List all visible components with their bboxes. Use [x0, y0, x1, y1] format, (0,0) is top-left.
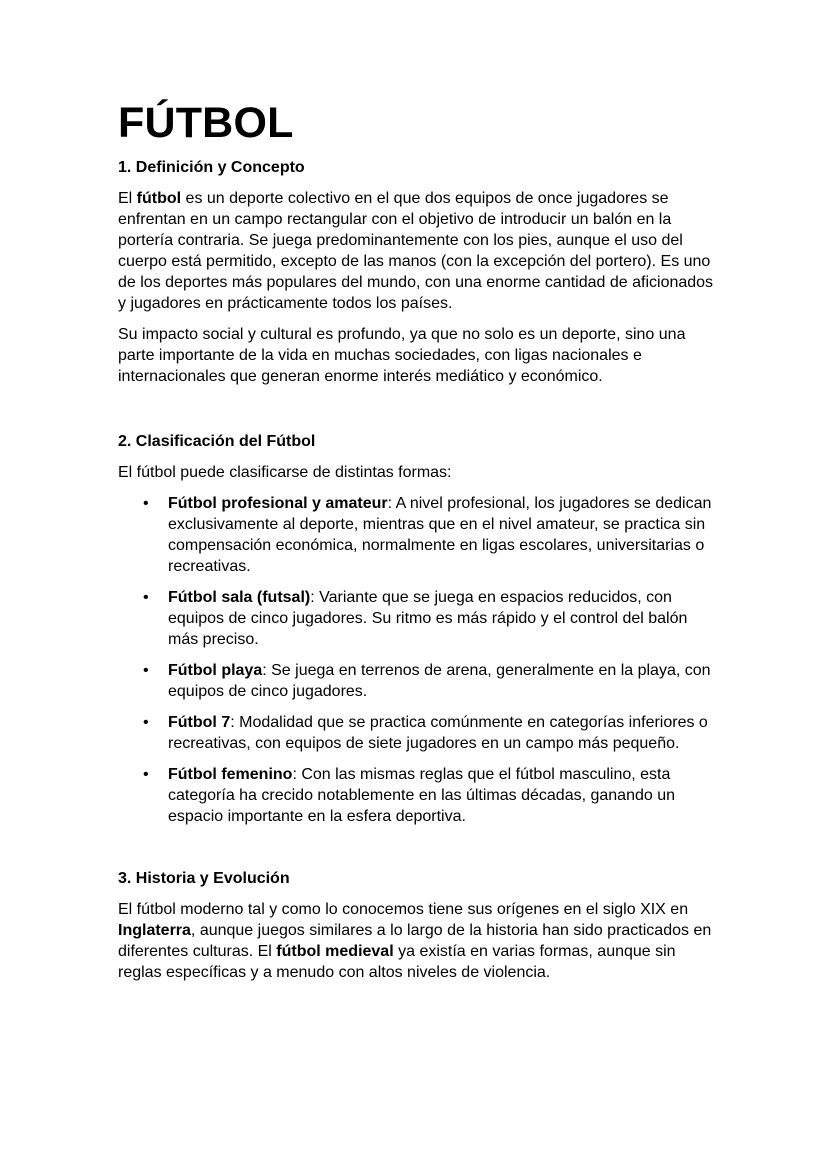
- bold-term: fútbol medieval: [276, 943, 394, 960]
- text-span: : Se juega en terrenos de arena, generalmente en la playa, con equipos de cinco jugadores.: [168, 662, 711, 700]
- bold-term: fútbol: [136, 190, 182, 207]
- bold-term: Fútbol femenino: [168, 766, 293, 783]
- bullet-list: [118, 493, 718, 827]
- paragraph: [118, 899, 718, 983]
- paragraph: El fútbol puede clasificarse de distintas formas:: [118, 464, 452, 481]
- bold-term: Inglaterra: [118, 922, 191, 939]
- section-heading: 3. Historia y Evolución: [118, 870, 290, 887]
- section-heading: 2. Clasificación del Fútbol: [118, 433, 316, 450]
- text-span: , aunque juegos similares a lo largo de la historia han sido practicados en diferentes culturas. El: [118, 922, 712, 960]
- bold-term: Fútbol sala (futsal): [168, 589, 311, 606]
- section-heading: 1. Definición y Concepto: [118, 159, 305, 176]
- bullet-icon: •: [143, 714, 149, 731]
- paragraph: Su impacto social y cultural es profundo, ya que no solo es un deporte, sino una parte importante de la vida en muchas sociedades, con ligas nacionales e internacionales que generan enorme interés mediático y económico.: [118, 326, 686, 385]
- bullet-icon: •: [143, 766, 149, 783]
- text-span: El fútbol moderno tal y como lo conocemos tiene sus orígenes en el siglo XIX en: [118, 901, 689, 918]
- list-item: [118, 764, 718, 827]
- section-spacer: [118, 837, 718, 869]
- bold-term: Fútbol profesional y amateur: [168, 495, 388, 512]
- paragraph: [118, 188, 718, 314]
- text-span: El: [118, 190, 137, 207]
- bold-term: Fútbol 7: [168, 714, 231, 731]
- list-item: [118, 660, 718, 702]
- document-title: FÚTBOL: [118, 99, 294, 147]
- text-span: : Variante que se juega en espacios reducidos, con equipos de cinco jugadores. Su ritmo es más rápido y el control del balón más preciso.: [168, 589, 688, 648]
- text-span: es un deporte colectivo en el que dos equipos de once jugadores se enfrentan en un campo rectangular con el objetivo de introducir un balón en la portería contraria. Se juega predominantemente con los pies, aunque el uso del cuerpo está permitido, excepto de las manos (con la excepción del portero). Es uno de los deportes más populares del mundo, con una enorme cantidad de aficionados y jugadores en prácticamente todos los países.: [118, 190, 714, 312]
- section-spacer: [118, 397, 718, 432]
- section-definicion: [118, 158, 718, 387]
- text-span: : Modalidad que se practica comúnmente en categorías inferiores o recreativas, con equipos de siete jugadores en un campo más pequeño.: [168, 714, 708, 752]
- document-page: [118, 98, 718, 993]
- section-clasificacion: [118, 432, 718, 827]
- list-item: [118, 712, 718, 754]
- bullet-icon: •: [143, 662, 149, 679]
- text-span: : A nivel profesional, los jugadores se dedican exclusivamente al deporte, mientras que en el nivel amateur, se practica sin compensación económica, normalmente en ligas escolares, universitarias o recreativas.: [168, 495, 712, 575]
- text-span: : Con las mismas reglas que el fútbol masculino, esta categoría ha crecido notablemente en las últimas décadas, ganando un espacio importante en la esfera deportiva.: [168, 766, 676, 825]
- bullet-icon: •: [143, 589, 149, 606]
- list-item: [118, 493, 718, 577]
- text-span: ya existía en varias formas, aunque sin reglas específicas y a menudo con altos niveles de violencia.: [118, 943, 676, 981]
- bullet-icon: •: [143, 495, 149, 512]
- section-historia: [118, 869, 718, 983]
- list-item: [118, 587, 718, 650]
- bold-term: Fútbol playa: [168, 662, 263, 679]
